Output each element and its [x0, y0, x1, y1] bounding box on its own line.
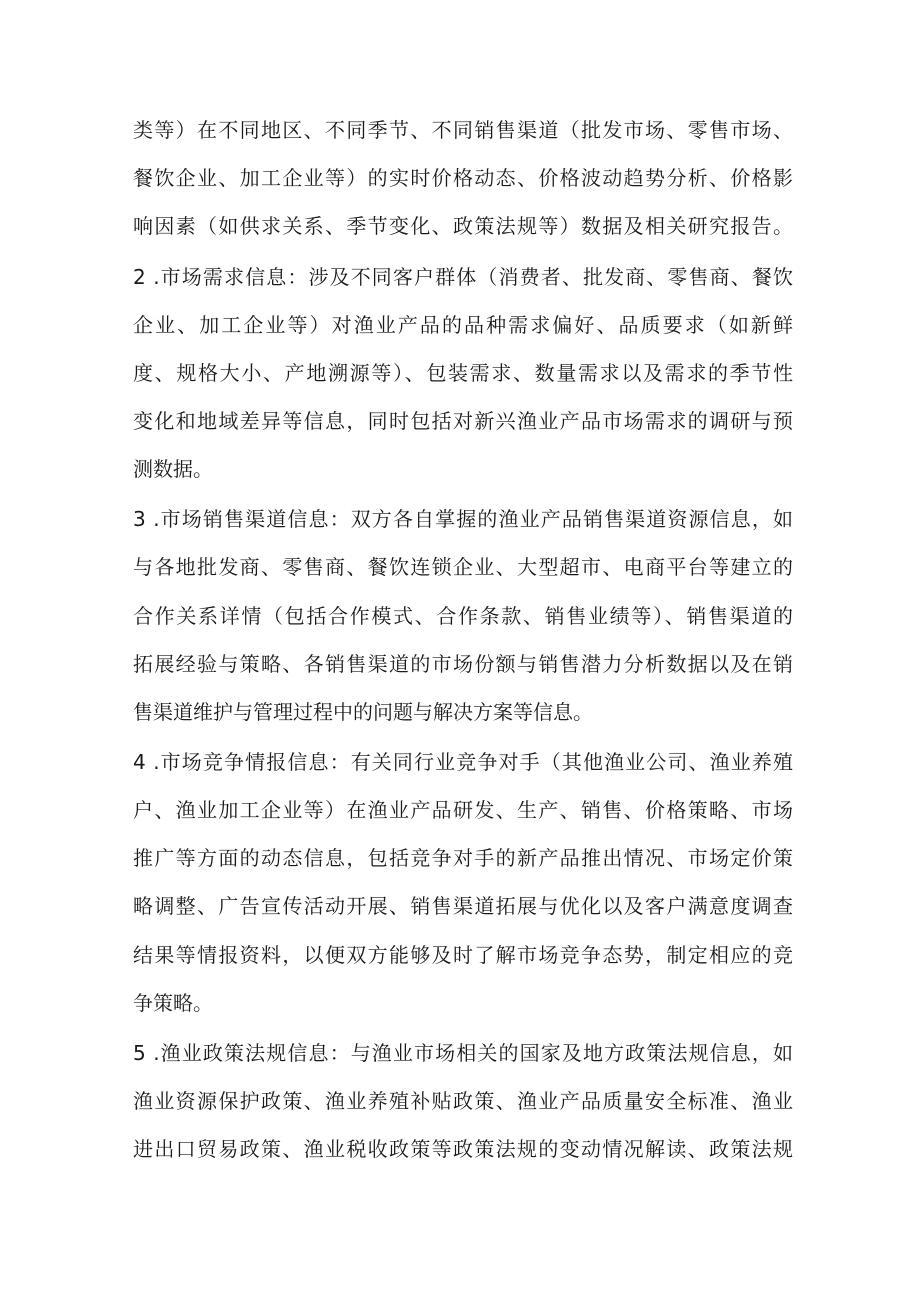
text-line: 推广等方面的动态信息，包括竞争对手的新产品推出情况、市场定价策: [133, 846, 793, 870]
list-item-2-heading: 2 .市场需求信息：涉及不同客户群体（消费者、批发商、零售商、餐饮: [133, 265, 793, 289]
list-item-3-heading: 3 .市场销售渠道信息：双方各自掌握的渔业产品销售渠道资源信息，如: [133, 507, 793, 531]
text-line: 变化和地域差异等信息，同时包括对新兴渔业产品市场需求的调研与预: [133, 409, 793, 433]
text-line: 争策略。: [133, 991, 213, 1015]
text-line: 结果等情报资料，以便双方能够及时了解市场竞争态势，制定相应的竞: [133, 943, 793, 967]
text-line: 进出口贸易政策、渔业税收政策等政策法规的变动情况解读、政策法规: [133, 1137, 793, 1161]
text-line: 餐饮企业、加工企业等）的实时价格动态、价格波动趋势分析、价格影: [133, 166, 793, 190]
text-line: 类等）在不同地区、不同季节、不同销售渠道（批发市场、零售市场、: [133, 118, 793, 142]
text-line: 响因素（如供求关系、季节变化、政策法规等）数据及相关研究报告。: [133, 214, 793, 238]
text-line: 合作关系详情（包括合作模式、合作条款、销售业绩等）、销售渠道的: [133, 604, 793, 628]
text-line: 渔业资源保护政策、渔业养殖补贴政策、渔业产品质量安全标准、渔业: [133, 1089, 793, 1113]
text-line: 企业、加工企业等）对渔业产品的品种需求偏好、品质要求（如新鲜: [133, 313, 793, 337]
text-line: 略调整、广告宣传活动开展、销售渠道拓展与优化以及客户满意度调查: [133, 894, 793, 918]
text-line: 拓展经验与策略、各销售渠道的市场份额与销售潜力分析数据以及在销: [133, 652, 793, 676]
text-line: 测数据。: [133, 457, 213, 481]
list-item-4-heading: 4 .市场竞争情报信息：有关同行业竞争对手（其他渔业公司、渔业养殖: [133, 750, 793, 774]
text-line: 度、规格大小、产地溯源等）、包装需求、数量需求以及需求的季节性: [133, 361, 793, 385]
text-line: 户、渔业加工企业等）在渔业产品研发、生产、销售、价格策略、市场: [133, 798, 793, 822]
text-line: 与各地批发商、零售商、餐饮连锁企业、大型超市、电商平台等建立的: [133, 555, 793, 579]
list-item-5-heading: 5 .渔业政策法规信息：与渔业市场相关的国家及地方政策法规信息，如: [133, 1041, 793, 1065]
text-line: 售渠道维护与管理过程中的问题与解决方案等信息。: [133, 700, 593, 724]
